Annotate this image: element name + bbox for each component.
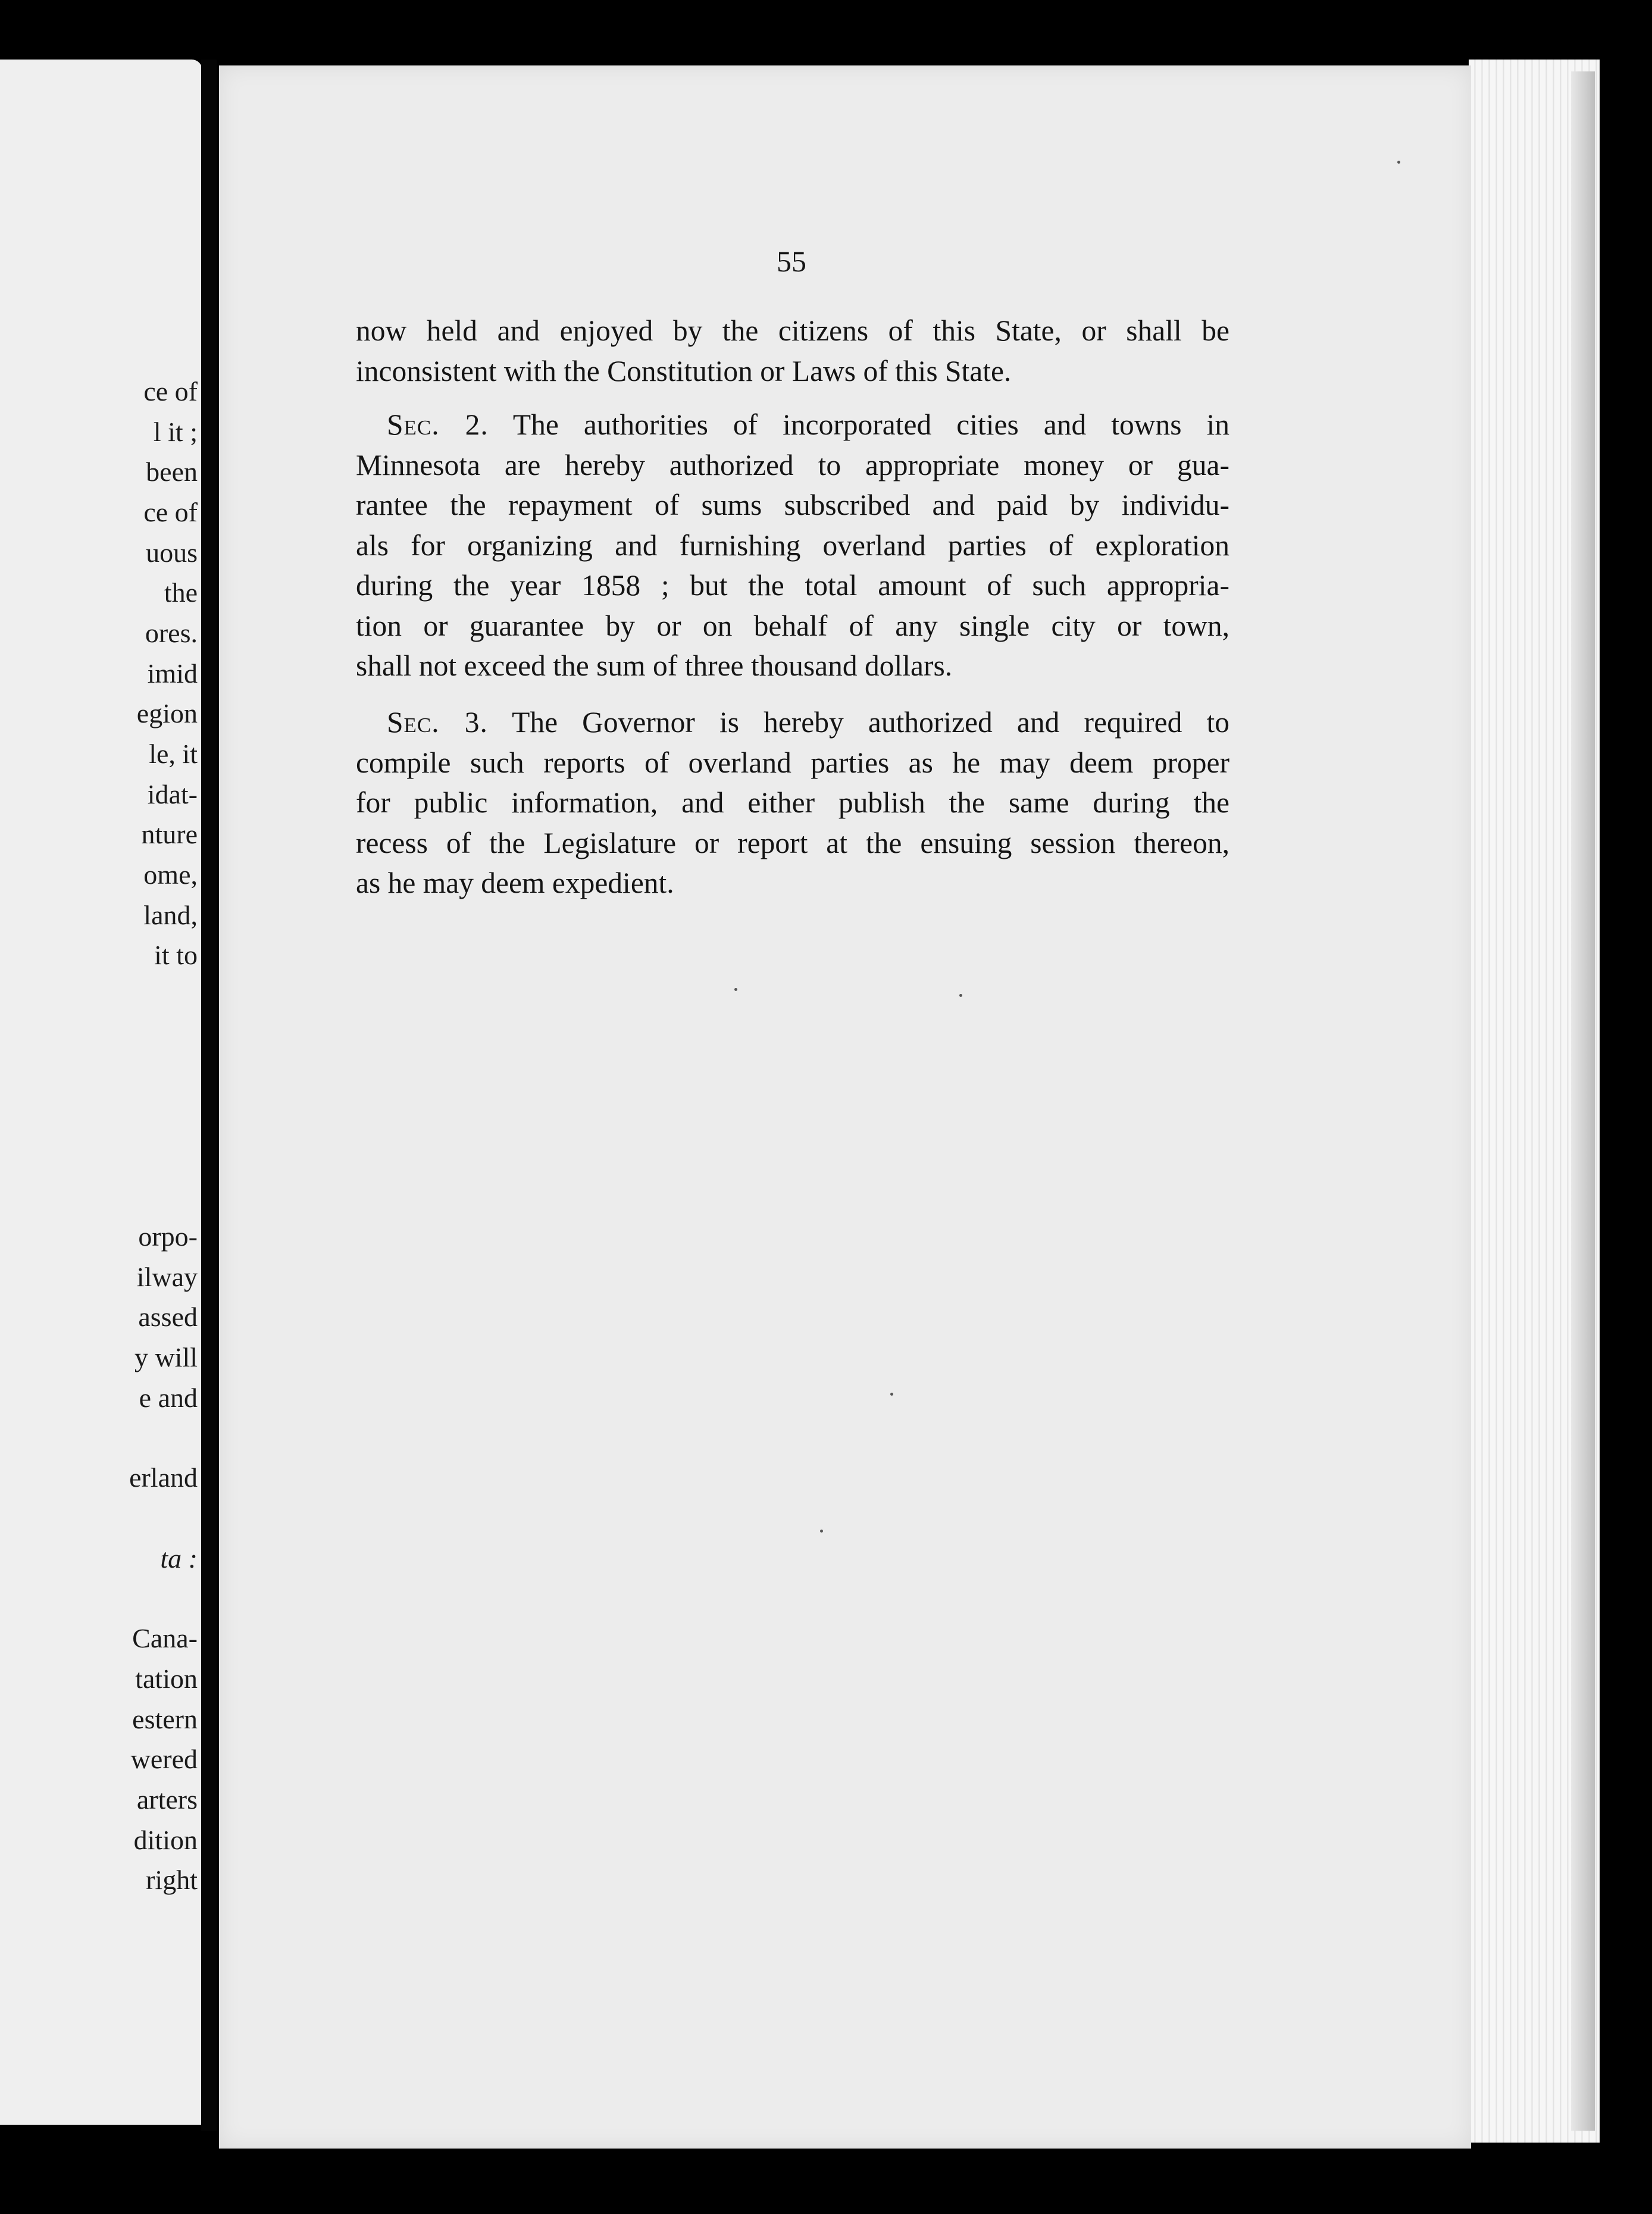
page-number: 55 xyxy=(777,245,806,278)
text-line: during the year 1858 ; but the total amount of such appropria- xyxy=(356,569,1229,602)
previous-page-line: egion xyxy=(136,698,198,728)
previous-page-line: ta : xyxy=(160,1543,198,1574)
paragraph-continuation xyxy=(356,311,1229,391)
text-line: compile such reports of overland parties as he may deem proper xyxy=(356,746,1229,779)
section-label: Sec. 3. xyxy=(387,706,488,739)
previous-page-line: dition xyxy=(133,1825,198,1855)
text-line: als for organizing and furnishing overland parties of exploration xyxy=(356,529,1229,562)
text-line: recess of the Legislature or report at the ensuing session thereon, xyxy=(356,826,1229,859)
page-edges-shadow xyxy=(1571,71,1595,2131)
previous-page-line: it to xyxy=(154,940,198,970)
previous-page-line: e and xyxy=(139,1383,198,1413)
previous-page-line: uous xyxy=(146,537,198,568)
text-line-content: The authorities of incorporated cities and towns in xyxy=(512,408,1229,441)
section-3-paragraph xyxy=(356,702,1229,903)
previous-page-line: land, xyxy=(143,900,198,930)
text-line: tion or guarantee by or on behalf of any single city or town, xyxy=(356,609,1229,642)
previous-page-line: ce of xyxy=(143,497,198,527)
previous-page-line: tation xyxy=(135,1663,198,1694)
previous-page-line: y will xyxy=(134,1342,198,1372)
text-line xyxy=(356,702,1229,743)
previous-page-line: assed xyxy=(138,1302,198,1332)
text-line: shall not exceed the sum of three thousand dollars. xyxy=(356,649,953,682)
text-line: for public information, and either publish the same during the xyxy=(356,786,1229,819)
previous-page-line: orpo- xyxy=(138,1221,198,1252)
previous-page-line: the xyxy=(164,577,198,608)
previous-page-fragment xyxy=(0,60,202,2125)
previous-page-line: l it ; xyxy=(153,417,198,447)
paper-speck xyxy=(820,1530,823,1533)
text-line: now held and enjoyed by the citizens of this State, or shall be xyxy=(356,314,1229,347)
book-gutter xyxy=(201,60,217,2131)
section-label: Sec. 2. xyxy=(387,408,489,441)
section-2-paragraph xyxy=(356,405,1229,686)
text-line: rantee the repayment of sums subscribed and paid by individu- xyxy=(356,489,1229,521)
text-line xyxy=(356,405,1229,445)
previous-page-line: ores. xyxy=(145,618,198,648)
previous-page-line: ce of xyxy=(143,376,198,406)
previous-page-line: idat- xyxy=(147,779,198,809)
paper-speck xyxy=(959,994,962,997)
previous-page-line: arters xyxy=(136,1784,198,1815)
previous-page-line: le, it xyxy=(149,739,198,769)
text-line: as he may deem expedient. xyxy=(356,867,674,899)
text-line: Minnesota are hereby authorized to appropriate money or gua- xyxy=(356,448,1229,481)
previous-page-line: ome, xyxy=(143,859,198,890)
previous-page-line: Cana- xyxy=(132,1623,198,1653)
previous-page-line: nture xyxy=(141,819,198,849)
paper-speck xyxy=(890,1393,893,1396)
previous-page-line: wered xyxy=(130,1744,198,1774)
paper-speck xyxy=(734,988,737,991)
previous-page-line: right xyxy=(146,1865,198,1895)
text-line-content: The Governor is hereby authorized and required to xyxy=(512,706,1229,739)
previous-page-line: imid xyxy=(147,658,198,689)
previous-page-line: been xyxy=(146,456,198,487)
text-line: inconsistent with the Constitution or Laws of this State. xyxy=(356,354,1012,387)
previous-page-line: ilway xyxy=(136,1262,198,1292)
previous-page-line: estern xyxy=(132,1704,198,1734)
paper-speck xyxy=(1397,161,1400,164)
previous-page-line: erland xyxy=(129,1462,198,1493)
